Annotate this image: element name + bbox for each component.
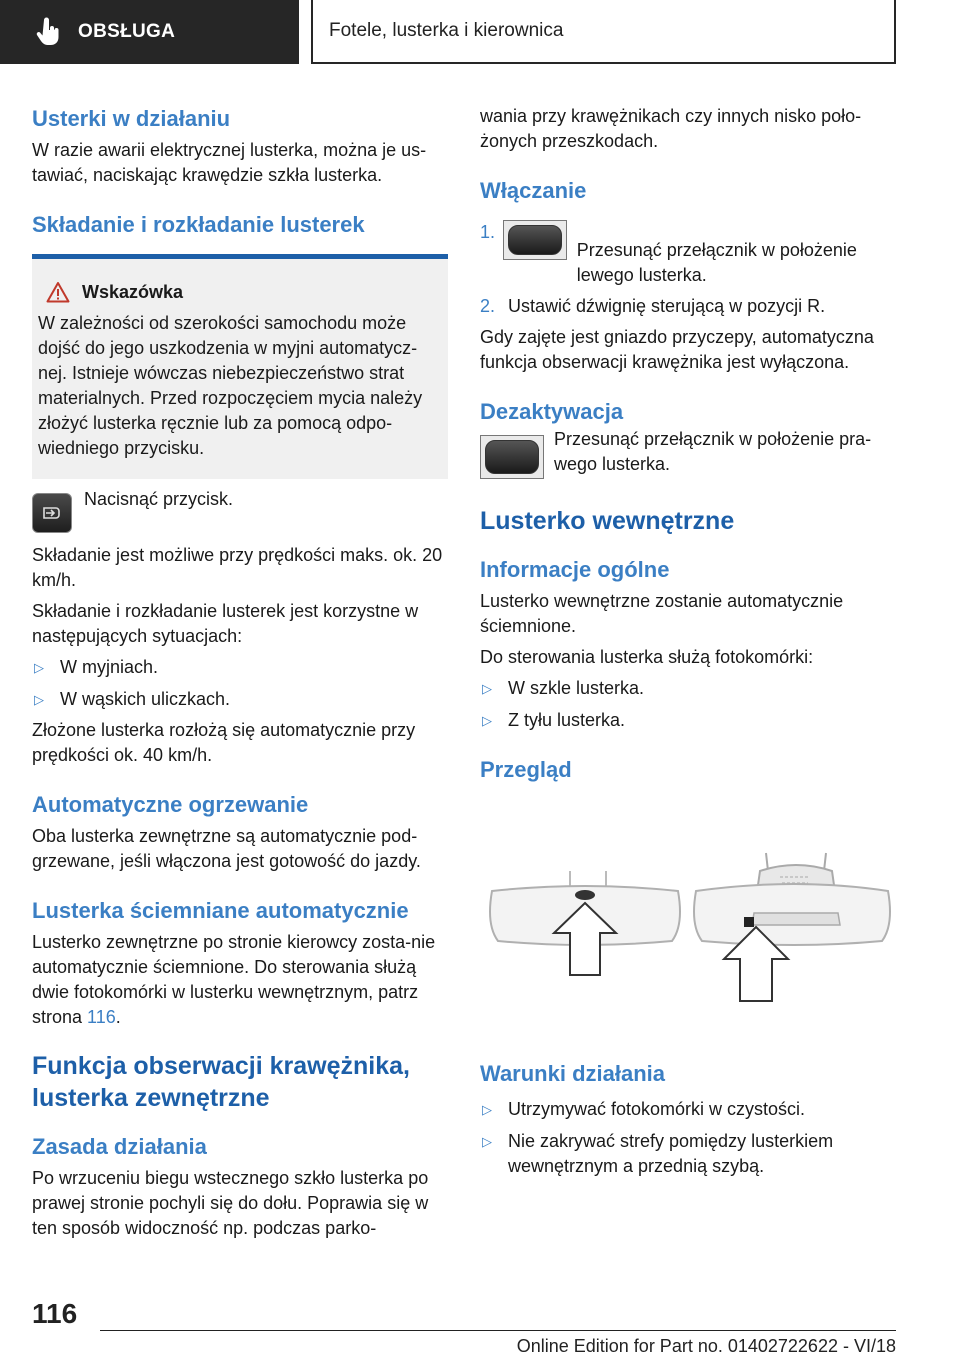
- chapter-title: Fotele, lusterka i kierownica: [311, 0, 896, 64]
- list-item: ▷ Nie zakrywać strefy pomiędzy lusterkiem wewnętrznym a przednią szybą.: [482, 1131, 834, 1176]
- mirror-switch-icon: [503, 220, 567, 260]
- heading-faults: Usterki w działaniu: [32, 106, 231, 131]
- heading-inner-mirror: Lusterko wewnętrzne: [480, 507, 735, 535]
- text-heating: Oba lusterka zewnętrzne są automatycznie pod-grzewane, jeśli włączona jest gotowość do jazdy.: [32, 826, 421, 871]
- hand-icon: [36, 17, 62, 47]
- list-item: ▷ W wąskich uliczkach.: [34, 689, 231, 709]
- text-photocells: Do sterowania lusterka służą fotokomórki:: [480, 647, 814, 667]
- heading-general: Informacje ogólne: [480, 557, 670, 582]
- heading-overview: Przegląd: [480, 757, 572, 782]
- warning-note: [32, 259, 448, 479]
- page-number: 116: [32, 1298, 78, 1329]
- text-trailer: Gdy zajęte jest gniazdo przyczepy, automatyczna funkcja obserwacji krawężnika jest wyłączona.: [480, 327, 874, 372]
- heading-activation: Włączanie: [480, 178, 587, 203]
- footer-divider: [100, 1330, 896, 1331]
- heading-principle: Zasada działania: [32, 1134, 207, 1159]
- heading-dimming: Lusterka ściemniane automatycznie: [32, 898, 409, 923]
- list-item: ▷ W szkle lusterka.: [482, 678, 645, 698]
- heading-deactivation: Dezaktywacja: [480, 399, 624, 424]
- text-speed: Składanie jest możliwe przy prędkości maks. ok. 20 km/h.: [32, 545, 443, 590]
- text-deactivation: Przesunąć przełącznik w położenie pra-wego lusterka.: [554, 429, 872, 474]
- step-2: 2. Ustawić dźwignię sterującą w pozycji R.: [480, 296, 826, 316]
- page-link[interactable]: 116: [87, 1007, 116, 1027]
- text-general: Lusterko wewnętrzne zostanie automatycznie ściemnione.: [480, 591, 844, 636]
- section-tab: [0, 0, 299, 64]
- list-item: ▷ Utrzymywać fotokomórki w czystości.: [482, 1099, 806, 1119]
- heading-folding: Składanie i rozkładanie lusterek: [32, 212, 365, 237]
- text-continued: wania przy krawężnikach czy innych nisko poło-żonych przeszkodach.: [480, 106, 862, 151]
- mirror-switch-icon: [480, 435, 544, 479]
- text-principle: Po wrzuceniu biegu wstecznego szkło lusterka po prawej stronie pochyli się do dołu. Poprawia się w ten sposób widoczność np. podczas parko-: [32, 1168, 429, 1238]
- heading-conditions: Warunki działania: [480, 1061, 666, 1086]
- warning-triangle-icon: [46, 281, 70, 303]
- footer-edition: Online Edition for Part no. 01402722622 - VI/18: [516, 1336, 896, 1356]
- step-1: 1. Przesunąć przełącznik w położenie lewego lusterka.: [480, 222, 857, 285]
- text-unfold: Złożone lusterka rozłożą się automatycznie przy prędkości ok. 40 km/h.: [32, 720, 416, 765]
- left-column: [32, 100, 448, 1241]
- text-dimming: Lusterko zewnętrzne po stronie kierowcy zosta-nie automatycznie ściemnione. Do sterowania służą dwie fotokomórki w lusterku wewnętrznym, patrz strona 116.: [32, 932, 436, 1027]
- right-column: [480, 100, 900, 1179]
- heading-heating: Automatyczne ogrzewanie: [32, 792, 309, 817]
- mirror-illustration: [480, 795, 900, 1035]
- text-useful: Składanie i rozkładanie lusterek jest korzystne w następujących sytuacjach:: [32, 601, 419, 646]
- list-item: ▷ Z tyłu lusterka.: [482, 710, 626, 730]
- mirror-fold-button-icon: [32, 493, 72, 533]
- text-faults: W razie awarii elektrycznej lusterka, można je us-tawiać, naciskając krawędzie szkła lusterka.: [32, 140, 427, 185]
- note-title: Wskazówka: [82, 281, 184, 302]
- list-item: ▷ W myjniach.: [34, 657, 159, 677]
- note-text: W zależności od szerokości samochodu może dojść do jego uszkodzenia w myjni automatycz-nej. Istnieje wówczas niebezpieczeństwo strat materialnych. Przed rozpoczęciem mycia należy złożyć lusterka ręcznie lub za pomocą odpo-wiedniego przycisku.: [38, 313, 423, 458]
- heading-curb-monitor: Funkcja obserwacji krawężnika, lusterka zewnętrzne: [32, 1052, 410, 1112]
- section-label: OBSŁUGA: [78, 21, 176, 42]
- text-press-button: Nacisnąć przycisk.: [84, 489, 234, 509]
